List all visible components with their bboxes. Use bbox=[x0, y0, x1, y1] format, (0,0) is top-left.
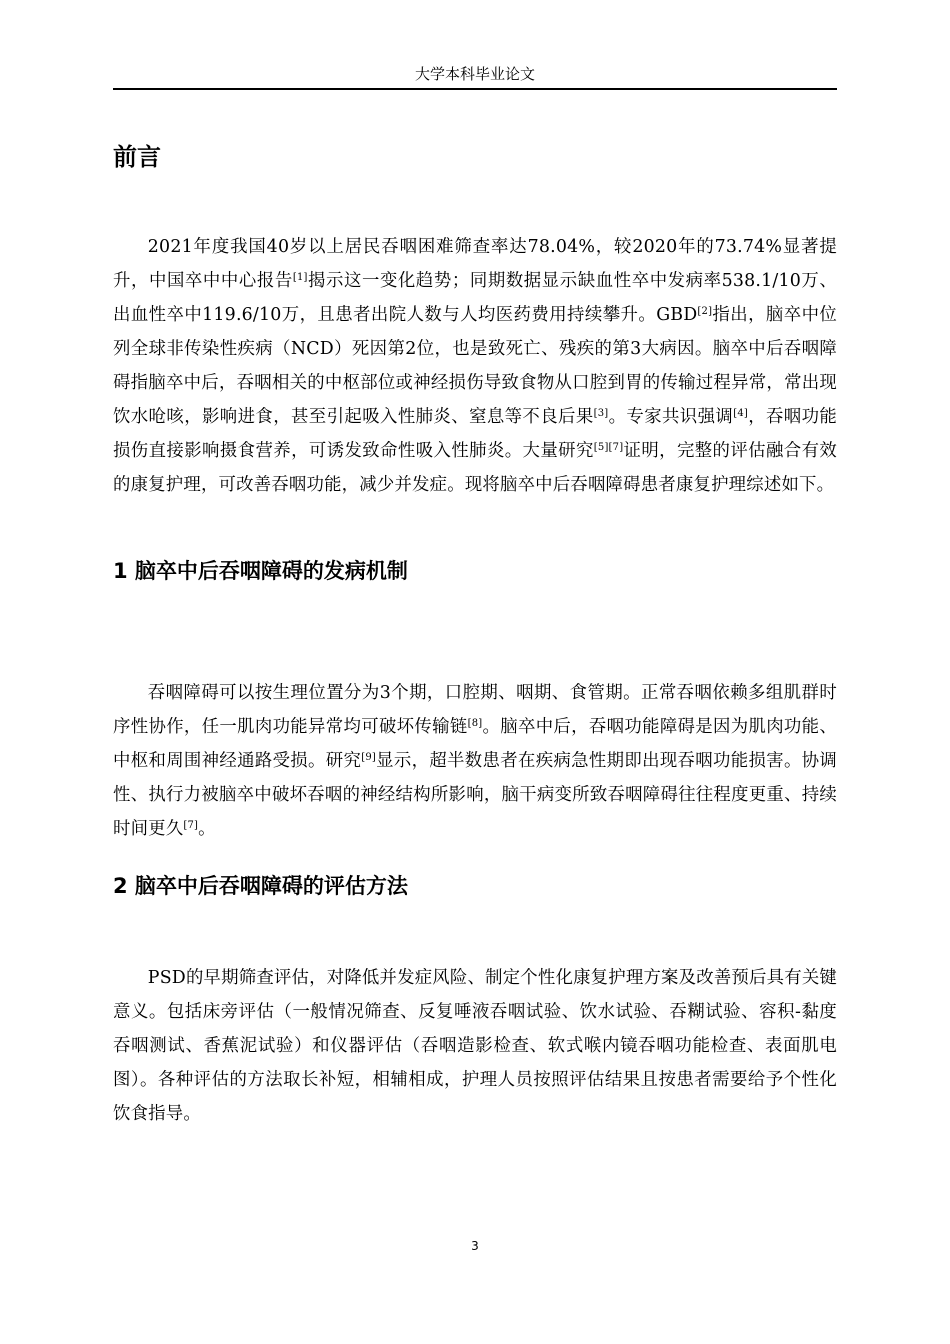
text-run: 指出，脑卒中位列全球非传染性疾病（NCD）死因第2位，也是致死亡、残疾的第3大病因。脑卒中后吞咽障碍指脑卒中后，吞咽相关的中枢部位或神经损伤导致食物从口腔到胃的传输过程异常，常出现饮水呛咳，影响进食，甚至引起吸入性肺炎、窒息等不良后果 bbox=[113, 305, 837, 427]
section-2-paragraph bbox=[113, 961, 837, 1131]
text-run: 。专家共识强调 bbox=[608, 407, 734, 427]
citation-ref: [2] bbox=[697, 306, 713, 317]
text-run: 吞咽障碍可以按生理位置分为3个期，口腔期、咽期、食管期。正常吞咽依赖多组肌群时序性协作，任一肌肉功能异常均可破坏传输链 bbox=[113, 683, 837, 737]
citation-ref: [3] bbox=[593, 408, 609, 419]
running-header: 大学本科毕业论文 bbox=[414, 65, 535, 83]
preface-paragraph bbox=[113, 230, 837, 502]
text-run: 显示，超半数患者在疾病急性期即出现吞咽功能损害。协调性、执行力被脑卒中破坏吞咽的神经结构所影响，脑干病变所致吞咽障碍往往程度更重、持续时间更久 bbox=[113, 751, 837, 839]
text-run: 2021年度我国40岁以上居民吞咽困难筛查率达78.04%，较2020年的73.74%显著提升，中国卒中中心报告 bbox=[113, 237, 837, 291]
citation-ref: [5][7] bbox=[593, 442, 624, 453]
citation-ref: [8] bbox=[467, 718, 483, 729]
preface-heading: 前言 bbox=[113, 143, 161, 171]
citation-ref: [4] bbox=[733, 408, 748, 419]
text-run: 。 bbox=[198, 819, 216, 839]
text-run: 揭示这一变化趋势；同期数据显示缺血性卒中发病率538.1/10万、出血性卒中119.6/10万，且患者出院人数与人均医药费用持续攀升。GBD bbox=[113, 271, 837, 325]
citation-ref: [1] bbox=[292, 272, 308, 283]
text-run: 证明，完整的评估融合有效的康复护理，可改善吞咽功能，减少并发症。现将脑卒中后吞咽障碍患者康复护理综述如下。 bbox=[113, 441, 837, 495]
citation-ref: [7] bbox=[183, 820, 199, 831]
page-number: 3 bbox=[471, 1239, 479, 1253]
section-1-heading: 1 脑卒中后吞咽障碍的发病机制 bbox=[113, 559, 408, 583]
text-run: 。脑卒中后，吞咽功能障碍是因为肌肉功能、中枢和周围神经通路受损。研究 bbox=[113, 717, 837, 771]
text-run: PSD的早期筛查评估，对降低并发症风险、制定个性化康复护理方案及改善预后具有关键意义。包括床旁评估（一般情况筛查、反复唾液吞咽试验、饮水试验、吞糊试验、容积-黏度吞咽测试、香蕉泥试验）和仪器评估（吞咽造影检查、软式喉内镜吞咽功能检查、表面肌电图）。各种评估的方法取长补短，相辅相成，护理人员按照评估结果且按患者需要给予个性化饮食指导。 bbox=[113, 968, 837, 1124]
section-2-heading: 2 脑卒中后吞咽障碍的评估方法 bbox=[113, 874, 408, 898]
text-run: ，吞咽功能损伤直接影响摄食营养，可诱发致命性吸入性肺炎。大量研究 bbox=[113, 407, 837, 461]
section-1-paragraph bbox=[113, 676, 837, 846]
header-rule bbox=[113, 88, 837, 90]
citation-ref: [9] bbox=[361, 752, 376, 763]
